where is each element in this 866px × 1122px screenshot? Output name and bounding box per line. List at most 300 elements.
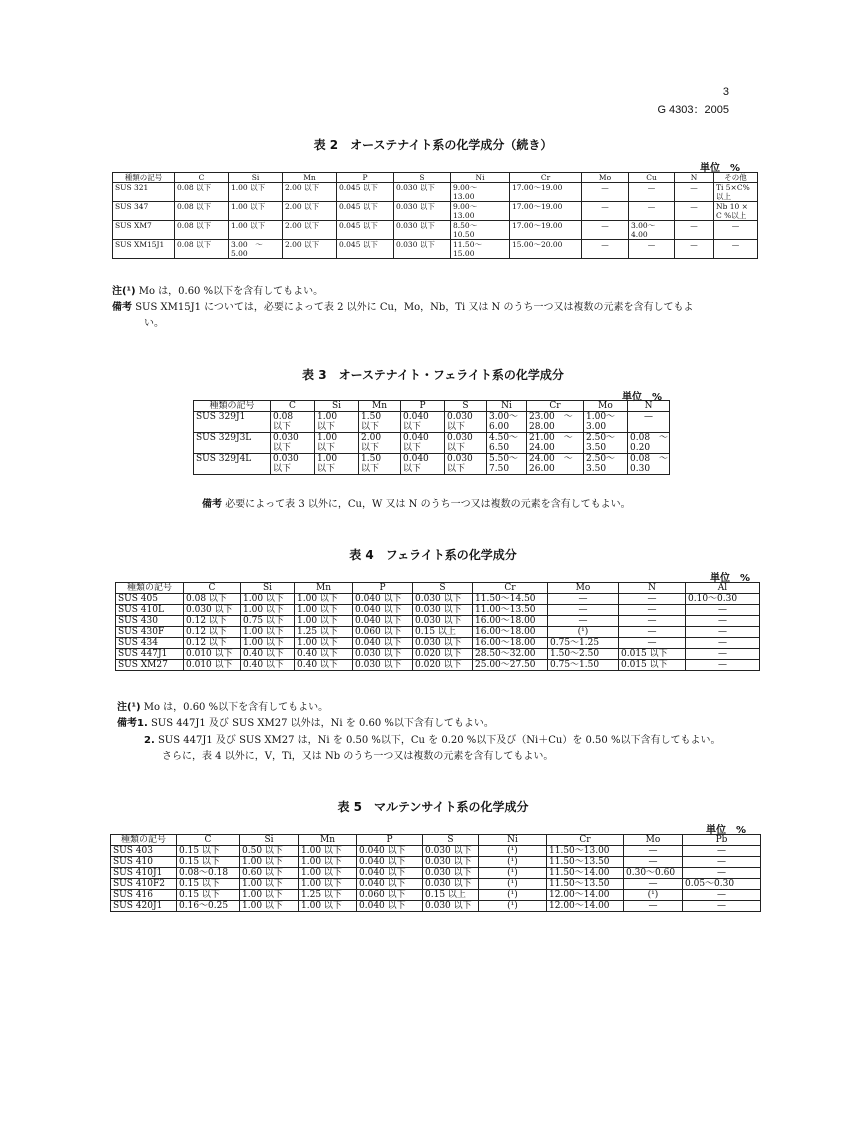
value-cell: 0.040 以下 [357, 879, 423, 890]
value-cell: — [624, 857, 683, 868]
grade-cell: SUS 410F2 [111, 879, 177, 890]
table3-title: 表 3 オーステナイト・フェライト系の化学成分 [302, 368, 564, 382]
value-cell: 3.00～ 6.00 [487, 412, 527, 433]
value-cell: (¹) [479, 846, 547, 857]
grade-cell: SUS 403 [111, 846, 177, 857]
value-cell: 0.08～0.18 [177, 868, 240, 879]
value-cell: 2.00 以下 [359, 433, 401, 454]
table2-header-cell: Cu [629, 173, 675, 183]
table2-header-cell: その他 [714, 173, 758, 183]
value-cell: — [714, 240, 758, 259]
value-cell: 0.030 以下 [413, 638, 473, 649]
value-cell: — [619, 627, 686, 638]
table2 [112, 172, 758, 259]
grade-cell: SUS 420J1 [111, 901, 177, 912]
value-cell: — [686, 616, 760, 627]
value-cell: 0.040 以下 [353, 616, 413, 627]
value-cell: — [548, 594, 619, 605]
table2-title: 表 2 オーステナイト系の化学成分（続き） [313, 138, 553, 152]
table3-header-cell: Mo [584, 401, 628, 412]
value-cell: 0.15 以下 [177, 857, 240, 868]
value-cell: 0.040 以下 [401, 412, 445, 433]
table-row [113, 221, 758, 240]
value-cell: 1.25 以下 [295, 627, 353, 638]
table-row [116, 616, 760, 627]
value-cell: 9.00～ 13.00 [451, 183, 510, 202]
table2-header-cell: Ni [451, 173, 510, 183]
table-row [111, 901, 761, 912]
value-cell: 11.50～13.50 [547, 857, 624, 868]
table4-header-cell: S [413, 583, 473, 594]
table5-header-cell: Mo [624, 835, 683, 846]
table2-header-row [113, 173, 758, 183]
table4-header-cell: N [619, 583, 686, 594]
grade-cell: SUS 430 [116, 616, 184, 627]
value-cell: 0.040 以下 [401, 454, 445, 475]
table4-note [117, 700, 328, 716]
table2-header-cell: C [175, 173, 229, 183]
value-cell: 0.030 以下 [271, 454, 315, 475]
table2-header-cell: Mn [283, 173, 337, 183]
table2-unit-label: 単位 % [700, 163, 741, 174]
value-cell: 0.030 以下 [394, 240, 451, 259]
value-cell: 0.08 ～ 0.20 [628, 433, 670, 454]
value-cell: 0.40 以下 [241, 649, 295, 660]
value-cell: 0.030 以下 [353, 660, 413, 671]
table2-remark-continued [144, 316, 164, 332]
table3-header-cell: N [628, 401, 670, 412]
value-cell: — [686, 649, 760, 660]
grade-cell: SUS 410 [111, 857, 177, 868]
table4-header-cell: Mo [548, 583, 619, 594]
value-cell: 0.15 以上 [413, 627, 473, 638]
value-cell: 0.08 以下 [184, 594, 241, 605]
value-cell: 0.040 以下 [357, 846, 423, 857]
value-cell: 1.00 以下 [315, 454, 359, 475]
value-cell: 0.040 以下 [353, 605, 413, 616]
value-cell: 11.50～14.00 [547, 868, 624, 879]
value-cell: 1.00 以下 [299, 857, 357, 868]
value-cell: — [686, 605, 760, 616]
table5-title: 表 5 マルテンサイト系の化学成分 [337, 800, 529, 814]
value-cell: — [548, 616, 619, 627]
value-cell: 2.00 以下 [283, 240, 337, 259]
value-cell: 1.25 以下 [299, 890, 357, 901]
value-cell: 1.00 以下 [295, 638, 353, 649]
table2-header-cell: 種類の記号 [113, 173, 175, 183]
value-cell: 3.00～ 4.00 [629, 221, 675, 240]
value-cell: — [683, 868, 761, 879]
value-cell: 23.00 ～ 28.00 [527, 412, 584, 433]
value-cell: — [714, 221, 758, 240]
value-cell: 0.030 以下 [445, 433, 487, 454]
value-cell: — [629, 202, 675, 221]
value-cell: — [683, 890, 761, 901]
value-cell: — [683, 846, 761, 857]
table3-header-cell: Ni [487, 401, 527, 412]
value-cell: 0.12 以下 [184, 638, 241, 649]
value-cell: 1.00 以下 [315, 433, 359, 454]
table-row [194, 454, 670, 475]
grade-cell: SUS 405 [116, 594, 184, 605]
value-cell: — [619, 638, 686, 649]
value-cell: 0.010 以下 [184, 649, 241, 660]
grade-cell: SUS 410J1 [111, 868, 177, 879]
table4-unit-label: 単位 % [710, 573, 751, 584]
value-cell: 1.00 以下 [240, 879, 299, 890]
value-cell: 0.40 以下 [295, 660, 353, 671]
value-cell: 1.00 以下 [241, 638, 295, 649]
value-cell: 11.50～14.50 [473, 594, 548, 605]
value-cell: 0.40 以下 [241, 660, 295, 671]
value-cell: 0.030 以下 [413, 616, 473, 627]
grade-cell: SUS 447J1 [116, 649, 184, 660]
grade-cell: SUS 329J4L [194, 454, 271, 475]
table-row [116, 660, 760, 671]
value-cell: 0.30～0.60 [624, 868, 683, 879]
table4-remark-1 [117, 716, 494, 732]
value-cell: 11.00～13.50 [473, 605, 548, 616]
table3-header-cell: S [445, 401, 487, 412]
value-cell: — [628, 412, 670, 433]
table4-note-text: Mo は，0.60 %以下を含有してもよい。 [143, 702, 329, 713]
value-cell: Ti 5×C% 以上 [714, 183, 758, 202]
value-cell: 0.030 以下 [423, 901, 479, 912]
table5-header-row [111, 835, 761, 846]
table3-unit-label: 単位 % [622, 392, 663, 403]
value-cell: 1.50 以下 [359, 412, 401, 433]
page-number: 3 [722, 86, 729, 98]
table4-remark2-label: 2. [144, 735, 155, 746]
value-cell: 0.08 以下 [175, 202, 229, 221]
value-cell: 2.00 以下 [283, 202, 337, 221]
table5-header-cell: Ni [479, 835, 547, 846]
value-cell: (¹) [548, 627, 619, 638]
table-row [111, 879, 761, 890]
value-cell: 1.00 以下 [241, 605, 295, 616]
value-cell: — [624, 846, 683, 857]
value-cell: — [548, 605, 619, 616]
value-cell: 0.030 以下 [394, 221, 451, 240]
grade-cell: SUS 329J3L [194, 433, 271, 454]
table3 [193, 400, 670, 475]
value-cell: 1.00 以下 [229, 221, 283, 240]
value-cell: Nb 10 × C %以上 [714, 202, 758, 221]
table2-note-text: Mo は，0.60 %以下を含有してもよい。 [138, 286, 324, 297]
value-cell: 4.50～ 6.50 [487, 433, 527, 454]
value-cell: 0.12 以下 [184, 616, 241, 627]
grade-cell: SUS 410L [116, 605, 184, 616]
value-cell: — [683, 857, 761, 868]
table-row [116, 638, 760, 649]
table2-header-cell: P [337, 173, 394, 183]
value-cell: 0.045 以下 [337, 221, 394, 240]
table3-header-row [194, 401, 670, 412]
value-cell: 1.00 以下 [315, 412, 359, 433]
value-cell: (¹) [479, 901, 547, 912]
table4-remark2-text-2: さらに，表 4 以外に，V，Ti，又は Nb のうち一つ又は複数の元素を含有してもよい。 [162, 751, 554, 762]
value-cell: 16.00～18.00 [473, 638, 548, 649]
value-cell: 0.030 以下 [423, 857, 479, 868]
table5-header-cell: Cr [547, 835, 624, 846]
value-cell: 0.030 以下 [184, 605, 241, 616]
value-cell: 17.00～19.00 [510, 221, 582, 240]
table5 [110, 834, 761, 912]
table2-note [112, 284, 323, 300]
table-row [116, 627, 760, 638]
table2-header-cell: Cr [510, 173, 582, 183]
table-row [194, 412, 670, 433]
value-cell: — [629, 240, 675, 259]
value-cell: 0.08 ～ 0.30 [628, 454, 670, 475]
value-cell: 0.020 以下 [413, 649, 473, 660]
value-cell: 1.00 以下 [229, 202, 283, 221]
value-cell: 0.010 以下 [184, 660, 241, 671]
value-cell: 0.10～0.30 [686, 594, 760, 605]
table4-remark1-label: 備考1. [117, 718, 148, 729]
table-row [113, 202, 758, 221]
table3-header-cell: P [401, 401, 445, 412]
value-cell: (¹) [479, 890, 547, 901]
grade-cell: SUS 347 [113, 202, 175, 221]
value-cell: 1.50 以下 [359, 454, 401, 475]
table4-remark-2 [144, 733, 720, 749]
value-cell: 8.50～ 10.50 [451, 221, 510, 240]
value-cell: 1.00 以下 [240, 890, 299, 901]
value-cell: — [619, 594, 686, 605]
value-cell: 1.00～ 3.00 [584, 412, 628, 433]
value-cell: 15.00～20.00 [510, 240, 582, 259]
value-cell: 0.16～0.25 [177, 901, 240, 912]
table4-header-cell: C [184, 583, 241, 594]
value-cell: 28.50～32.00 [473, 649, 548, 660]
value-cell: — [686, 627, 760, 638]
table5-header-cell: P [357, 835, 423, 846]
table-row [111, 868, 761, 879]
value-cell: 0.15 以下 [177, 890, 240, 901]
table-row [113, 240, 758, 259]
value-cell: 12.00～14.00 [547, 890, 624, 901]
value-cell: — [619, 616, 686, 627]
table-row [111, 857, 761, 868]
grade-cell: SUS XM15J1 [113, 240, 175, 259]
table-row [116, 649, 760, 660]
value-cell: 0.040 以下 [401, 433, 445, 454]
value-cell: 0.40 以下 [295, 649, 353, 660]
value-cell: — [624, 879, 683, 890]
value-cell: 11.50～ 15.00 [451, 240, 510, 259]
grade-cell: SUS 329J1 [194, 412, 271, 433]
table3-header-cell: C [271, 401, 315, 412]
value-cell: (¹) [624, 890, 683, 901]
value-cell: 1.00 以下 [295, 605, 353, 616]
value-cell: 21.00 ～ 24.00 [527, 433, 584, 454]
table4-header-cell: Al [686, 583, 760, 594]
value-cell: 0.030 以下 [394, 202, 451, 221]
value-cell: 2.50～ 3.50 [584, 454, 628, 475]
value-cell: 0.015 以下 [619, 649, 686, 660]
value-cell: 0.12 以下 [184, 627, 241, 638]
grade-cell: SUS 416 [111, 890, 177, 901]
table5-header-cell: C [177, 835, 240, 846]
table3-header-cell: Cr [527, 401, 584, 412]
value-cell: 1.00 以下 [299, 846, 357, 857]
value-cell: 0.040 以下 [357, 868, 423, 879]
value-cell: — [582, 202, 629, 221]
value-cell: 1.00 以下 [295, 594, 353, 605]
table3-header-cell: Si [315, 401, 359, 412]
table4 [115, 582, 760, 671]
value-cell: 0.75 以下 [241, 616, 295, 627]
table5-header-cell: Pb [683, 835, 761, 846]
value-cell: 0.030 以下 [423, 846, 479, 857]
value-cell: — [686, 660, 760, 671]
table4-header-cell: P [353, 583, 413, 594]
value-cell: 0.05～0.30 [683, 879, 761, 890]
table2-remark-text-2: い。 [144, 318, 164, 329]
value-cell: 2.50～ 3.50 [584, 433, 628, 454]
value-cell: 1.00 以下 [240, 901, 299, 912]
value-cell: 0.030 以下 [445, 454, 487, 475]
value-cell: 0.045 以下 [337, 183, 394, 202]
table5-header-cell: S [423, 835, 479, 846]
value-cell: (¹) [479, 868, 547, 879]
value-cell: 0.045 以下 [337, 202, 394, 221]
table-row [113, 183, 758, 202]
table-row [116, 605, 760, 616]
table-row [194, 433, 670, 454]
table2-header-cell: N [675, 173, 714, 183]
value-cell: — [675, 221, 714, 240]
value-cell: — [619, 605, 686, 616]
value-cell: 0.08 以下 [271, 412, 315, 433]
value-cell: — [675, 183, 714, 202]
value-cell: 1.50～2.50 [548, 649, 619, 660]
value-cell: — [582, 183, 629, 202]
table3-header-cell: Mn [359, 401, 401, 412]
grade-cell: SUS 321 [113, 183, 175, 202]
table-row [111, 890, 761, 901]
table3-header-cell: 種類の記号 [194, 401, 271, 412]
value-cell: (¹) [479, 857, 547, 868]
grade-cell: SUS XM27 [116, 660, 184, 671]
value-cell: 17.00～19.00 [510, 183, 582, 202]
value-cell: 0.030 以下 [413, 594, 473, 605]
table2-header-cell: Si [229, 173, 283, 183]
value-cell: 0.040 以下 [353, 638, 413, 649]
value-cell: 0.15 以下 [177, 846, 240, 857]
value-cell: 1.00 以下 [241, 627, 295, 638]
value-cell: — [624, 901, 683, 912]
value-cell: 0.020 以下 [413, 660, 473, 671]
value-cell: 0.040 以下 [357, 901, 423, 912]
value-cell: — [582, 240, 629, 259]
table4-header-cell: 種類の記号 [116, 583, 184, 594]
value-cell: 1.00 以下 [241, 594, 295, 605]
value-cell: 1.00 以下 [229, 183, 283, 202]
value-cell: 0.08 以下 [175, 221, 229, 240]
value-cell: 0.60 以下 [240, 868, 299, 879]
value-cell: — [582, 221, 629, 240]
value-cell: 11.50～13.50 [547, 879, 624, 890]
value-cell: 0.030 以下 [413, 605, 473, 616]
value-cell: 0.50 以下 [240, 846, 299, 857]
value-cell: 0.15 以下 [177, 879, 240, 890]
table4-header-row [116, 583, 760, 594]
table2-remark-label: 備考 [112, 302, 132, 313]
value-cell: 9.00～ 13.00 [451, 202, 510, 221]
table2-remark [112, 300, 693, 316]
value-cell: 16.00～18.00 [473, 627, 548, 638]
table4-remark2-text-1: SUS 447J1 及び SUS XM27 は，Ni を 0.50 %以下，Cu を 0.20 %以下及び（Ni＋Cu）を 0.50 %以下含有してもよい。 [157, 735, 721, 746]
table5-header-cell: Mn [299, 835, 357, 846]
value-cell: 0.040 以下 [357, 857, 423, 868]
value-cell: 3.00 ～ 5.00 [229, 240, 283, 259]
table2-remark-text-1: SUS XM15J1 については，必要によって表 2 以外に Cu，Mo，Nb，Ti 又は N のうち一つ又は複数の元素を含有してもよ [135, 302, 694, 313]
value-cell: 0.75～1.50 [548, 660, 619, 671]
standard-id: G 4303：2005 [657, 104, 729, 116]
grade-cell: SUS 434 [116, 638, 184, 649]
value-cell: 2.00 以下 [283, 183, 337, 202]
value-cell: 2.00 以下 [283, 221, 337, 240]
value-cell: 0.060 以下 [353, 627, 413, 638]
table5-header-cell: Si [240, 835, 299, 846]
value-cell: 24.00 ～ 26.00 [527, 454, 584, 475]
value-cell: — [675, 202, 714, 221]
value-cell: 0.030 以下 [445, 412, 487, 433]
value-cell: — [683, 901, 761, 912]
table4-header-cell: Si [241, 583, 295, 594]
value-cell: 0.030 以下 [271, 433, 315, 454]
value-cell: 0.040 以下 [353, 594, 413, 605]
value-cell: — [686, 638, 760, 649]
value-cell: 0.060 以下 [357, 890, 423, 901]
table2-note-label: 注(¹) [112, 286, 136, 297]
value-cell: 12.00～14.00 [547, 901, 624, 912]
table4-header-cell: Cr [473, 583, 548, 594]
table5-header-cell: 種類の記号 [111, 835, 177, 846]
table-row [116, 594, 760, 605]
value-cell: — [629, 183, 675, 202]
table3-remark-label: 備考 [202, 499, 222, 510]
table3-remark [202, 497, 631, 513]
value-cell: 1.00 以下 [295, 616, 353, 627]
table4-title: 表 4 フェライト系の化学成分 [349, 548, 517, 562]
table3-remark-text: 必要によって表 3 以外に，Cu，W 又は N のうち一つ又は複数の元素を含有してもよい。 [225, 499, 631, 510]
value-cell: 25.00～27.50 [473, 660, 548, 671]
value-cell: — [675, 240, 714, 259]
table4-remark-2-continued [162, 749, 553, 765]
table5-unit-label: 単位 % [706, 825, 747, 836]
table2-header-cell: S [394, 173, 451, 183]
value-cell: 0.030 以下 [353, 649, 413, 660]
table4-header-cell: Mn [295, 583, 353, 594]
value-cell: 0.75～1.25 [548, 638, 619, 649]
value-cell: 0.030 以下 [394, 183, 451, 202]
value-cell: 1.00 以下 [299, 901, 357, 912]
table2-header-cell: Mo [582, 173, 629, 183]
value-cell: 0.08 以下 [175, 183, 229, 202]
value-cell: 5.50～ 7.50 [487, 454, 527, 475]
table4-note-label: 注(¹) [117, 702, 141, 713]
table4-remark1-text: SUS 447J1 及び SUS XM27 以外は，Ni を 0.60 %以下含有してもよい。 [150, 718, 494, 729]
value-cell: 0.15 以上 [423, 890, 479, 901]
value-cell: 0.08 以下 [175, 240, 229, 259]
value-cell: 1.00 以下 [299, 879, 357, 890]
value-cell: 0.015 以下 [619, 660, 686, 671]
grade-cell: SUS 430F [116, 627, 184, 638]
grade-cell: SUS XM7 [113, 221, 175, 240]
